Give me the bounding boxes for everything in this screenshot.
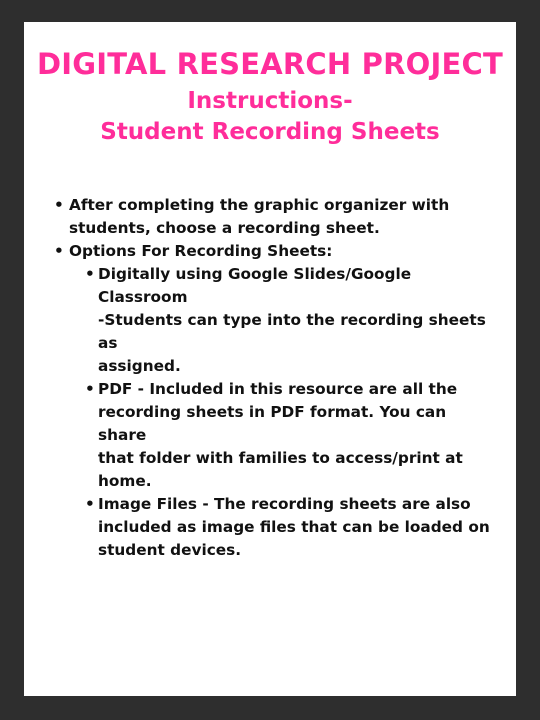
instructions-list bbox=[54, 194, 494, 562]
list-item-text: that folder with families to access/print at bbox=[98, 449, 463, 467]
subtitle-line-1: Instructions- bbox=[187, 88, 353, 114]
sublist-item-image-files bbox=[85, 493, 494, 562]
document-title: DIGITAL RESEARCH PROJECT bbox=[37, 47, 503, 81]
options-sublist bbox=[85, 263, 494, 562]
sublist-item-pdf bbox=[85, 378, 494, 493]
list-item-text: students, choose a recording sheet. bbox=[69, 219, 380, 237]
list-item-text: home. bbox=[98, 472, 152, 490]
list-item-text: included as image files that can be loaded on bbox=[98, 518, 490, 536]
list-item-text: -Students can type into the recording sheets as bbox=[98, 311, 486, 352]
list-item-text: • PDF - Included in this resource are all the bbox=[98, 380, 458, 398]
list-item-text: student devices. bbox=[98, 541, 242, 559]
list-item-text: assigned. bbox=[98, 357, 181, 375]
list-item-text: • After completing the graphic organizer with bbox=[69, 196, 450, 214]
sublist-item-digital bbox=[85, 263, 494, 378]
document-sheet bbox=[24, 22, 516, 696]
document-subtitle bbox=[24, 86, 516, 148]
list-item-choose-sheet bbox=[54, 194, 494, 240]
list-item-options bbox=[54, 240, 494, 562]
subtitle-line-2: Student Recording Sheets bbox=[100, 119, 440, 145]
list-item-text: • Image Files - The recording sheets are also bbox=[98, 495, 471, 513]
list-item-text: • Options For Recording Sheets: bbox=[69, 242, 333, 260]
list-item-text: • Digitally using Google Slides/Google Classroom bbox=[98, 265, 412, 306]
list-item-text: recording sheets in PDF format. You can share bbox=[98, 403, 447, 444]
instructions-body bbox=[54, 194, 494, 562]
